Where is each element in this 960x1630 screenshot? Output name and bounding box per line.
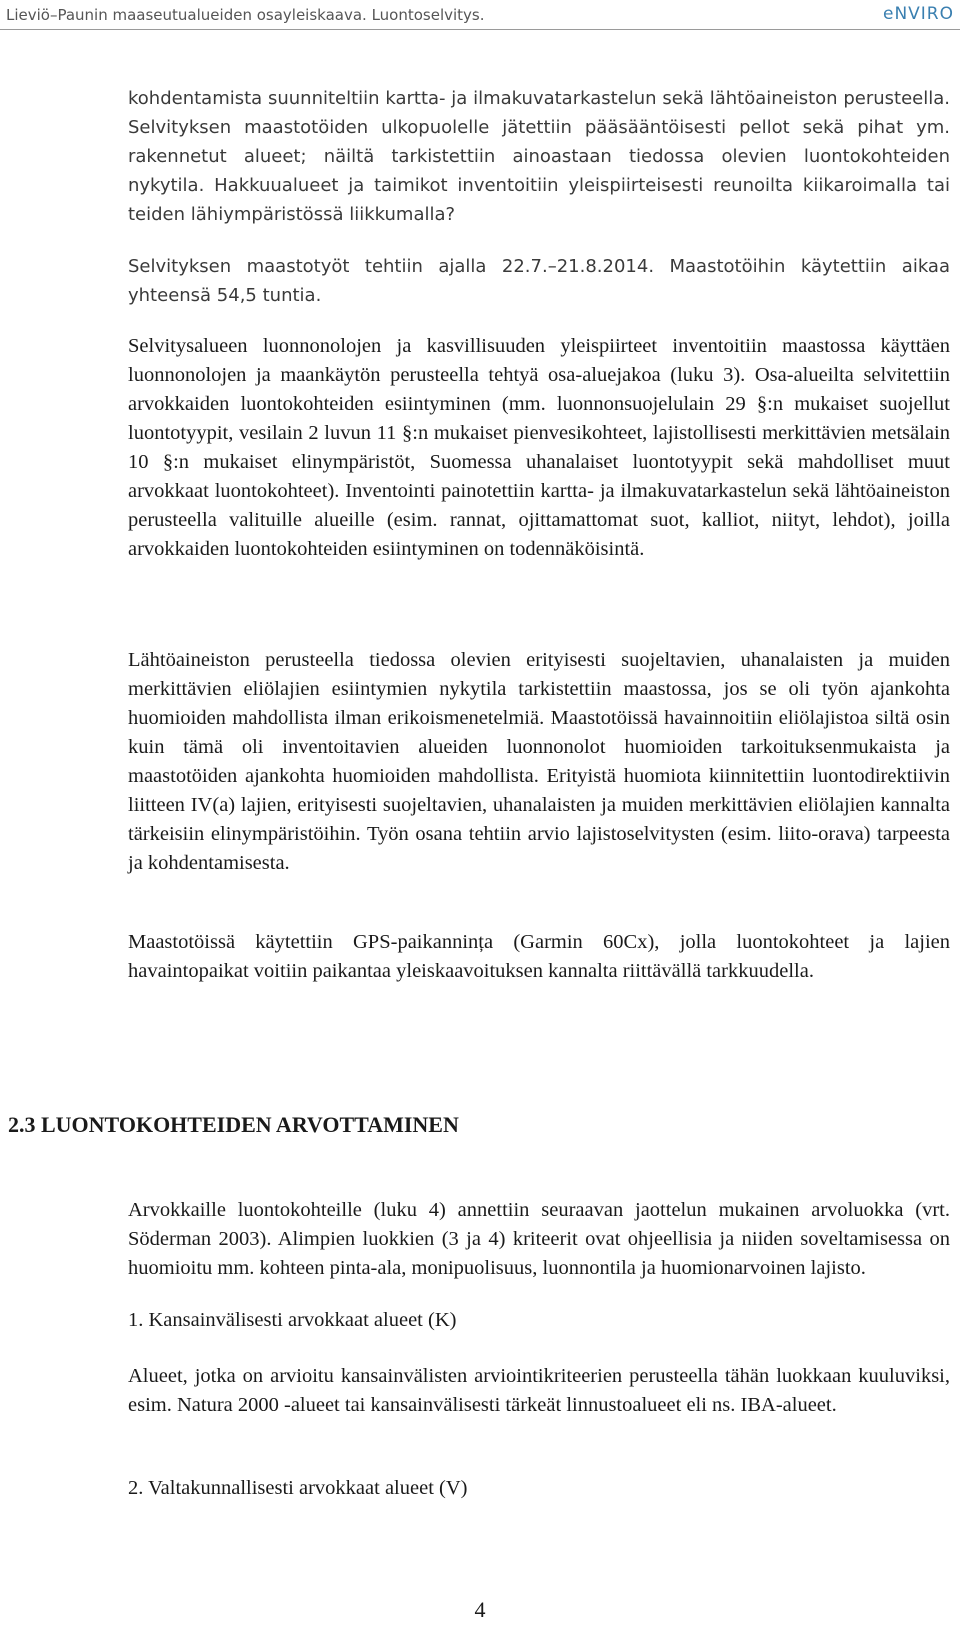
page-number: 4 xyxy=(474,1597,486,1622)
list-item-national: 2. Valtakunnallisesti arvokkaat alueet (V) xyxy=(128,1477,468,1499)
section-heading: 2.3 LUONTOKOHTEIDEN ARVOTTAMINEN xyxy=(8,1112,459,1137)
list-item-international: 1. Kansainvälisesti arvokkaat alueet (K) xyxy=(128,1309,457,1331)
paragraph-gps: Maastotöissä käytettiin GPS-paikannința (Garmin 60Cx), jolla luontokohteet ja lajien havaintopaikat voitiin paikantaa yleiskaavoituksen kannalta riittävällä tarkkuudella. xyxy=(128,931,950,982)
paragraph-international-definition: Alueet, jotka on arvioitu kansainvälisten arviointikriteerien perusteella tähän luokkaan kuuluviksi, esim. Natura 2000 -alueet tai kansainvälisesti tärkeät linnustoalueet eli ns. IBA-alueet. xyxy=(128,1365,950,1416)
paragraph-inventory: Selvitysalueen luonnonolojen ja kasvillisuuden yleispiirteet inventoitiin maastossa käyttäen luonnonolojen ja maankäytön perusteella tehtyä osa-aluejakoa (luku 3). Osa-alueilta selvitettiin arvokkaiden luontokohteiden esiintyminen (mm. luonnonsuojelulain 29 §:n mukaiset suojellut luontotyypit, vesilain 2 luvun 11 §:n mukaiset pienvesikohteet, lajistollisesti merkittävien metsälain 10 §:n mukaiset elinympäristöt, Suomessa uhanalaiset luontotyypit sekä mahdolliset muut arvokkaat luontokohteet). Inventointi painotettiin kartta- ja ilmakuvatarkastelun sekä lähtöaineiston perusteella valituille alueille (esim. rannat, ojittamattomat suot, kalliot, niityt, lehdot), joilla arvokkaiden luontokohteiden esiintyminen on todennäköisintä. xyxy=(128,335,950,560)
page-header xyxy=(0,0,960,30)
header-title: Lieviö–Paunin maaseutualueiden osayleiskaava. Luontoselvitys. xyxy=(6,6,485,24)
paragraph-value-classes: Arvokkaille luontokohteille (luku 4) annettiin seuraavan jaottelun mukainen arvoluokka (vrt. Söderman 2003). Alimpien luokkien (3 ja 4) kriteerit ovat ohjeellisia ja niiden soveltamisessa on huomioitu mm. kohteen pinta-ala, monipuolisuus, luonnontila ja huomionarvoinen lajisto. xyxy=(128,1199,950,1279)
enviro-logo: eNVIRO xyxy=(882,4,954,24)
paragraph-fieldwork-dates: Selvityksen maastotyöt tehtiin ajalla 22.7.–21.8.2014. Maastotöihin käytettiin aikaa yhteensä 54,5 tuntia. xyxy=(128,256,950,306)
paragraph-method-scope: kohdentamista suunniteltiin kartta- ja ilmakuvatarkastelun sekä lähtöaineiston perusteella. Selvityksen maastotöiden ulkopuolelle jätettiin pääsääntöisesti pellot sekä pihat ym. rakennetut alueet; näiltä tarkistettiin ainoastaan tiedossa olevien luontokohteiden nykytila. Hakkuualueet ja taimikot inventoitiin yleispiirteisesti reunoilta kiikaroimalla tai teiden lähiympäristössä liikkumalla? xyxy=(128,88,950,225)
paragraph-species: Lähtöaineiston perusteella tiedossa olevien erityisesti suojeltavien, uhanalaisten ja muiden merkittävien eliölajien esiintymien nykytila tarkistettiin maastossa, jos se oli työn ajankohta huomioiden mahdollista ilman erikoismenetelmiä. Maastotöissä havainnoitiin eliölajistoa siltä osin kuin tämä oli inventoitavien alueiden luonnonolot huomioiden tarkoituksenmukaista ja maastotöiden ajankohta huomioiden mahdollista. Erityistä huomiota kiinnitettiin luontodirektiivin liitteen IV(a) lajien, erityisesti suojeltavien, uhanalaisten ja muiden merkittävien eliölajien kannalta tärkeisiin elinympäristöihin. Työn osana tehtiin arvio lajistoselvitysten (esim. liito-orava) tarpeesta ja kohdentamisesta. xyxy=(128,649,950,874)
